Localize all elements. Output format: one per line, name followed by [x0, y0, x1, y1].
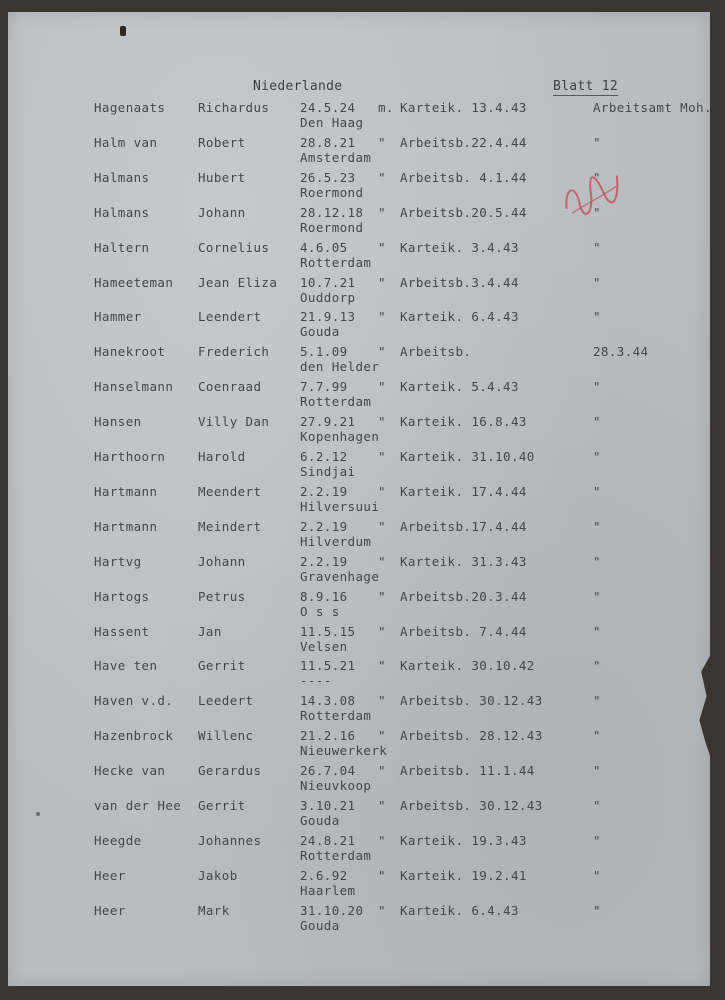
record-note: "	[593, 239, 601, 255]
record-note: "	[593, 553, 601, 569]
record-place: den Helder	[300, 359, 380, 375]
record-surname: van der Hee	[94, 798, 182, 813]
record-place: Gouda	[300, 813, 340, 828]
record-given: Gerardus	[198, 763, 262, 779]
record-given: Villy Dan	[198, 414, 270, 430]
record-sex: "	[378, 344, 386, 360]
record-place: Velsen	[300, 638, 348, 654]
record-note: "	[593, 658, 601, 674]
record-date: 8.9.16	[300, 588, 348, 604]
record-given: Meindert	[198, 518, 262, 534]
record-note: "	[593, 588, 601, 604]
record-surname: Heegde	[94, 832, 142, 848]
record-sex: "	[378, 379, 386, 395]
record-source: Arbeitsb. 30.12.43	[400, 798, 543, 813]
record-date: 14.3.08	[300, 693, 356, 709]
record-date: 5.1.09	[300, 344, 348, 360]
record-sex: "	[378, 728, 386, 744]
country-heading: Niederlande	[253, 79, 343, 94]
record-surname: Haltern	[94, 239, 150, 255]
record-sex: "	[378, 309, 386, 325]
record-row	[8, 903, 710, 939]
record-place: Kopenhagen	[300, 429, 380, 445]
record-sex: "	[378, 169, 386, 185]
record-sex: "	[378, 204, 386, 220]
record-surname: Hansen	[94, 414, 142, 430]
record-source: Karteik. 30.10.42	[400, 658, 535, 674]
record-note: "	[593, 309, 601, 325]
record-given: Harold	[198, 449, 246, 464]
record-surname: Halmans	[94, 169, 150, 185]
record-note: "	[593, 414, 601, 430]
record-row	[8, 798, 710, 834]
record-date: 24.8.21	[300, 832, 356, 848]
record-sex: "	[378, 518, 386, 534]
record-given: Johann	[198, 553, 246, 569]
record-row	[8, 309, 710, 345]
record-source: Karteik. 3.4.43	[400, 239, 519, 255]
record-place: Rotterdam	[300, 394, 372, 410]
record-note: "	[593, 449, 601, 464]
record-date: 2.2.19	[300, 483, 348, 499]
record-given: Jakob	[198, 867, 238, 883]
record-surname: Haven v.d.	[94, 693, 174, 709]
record-date: 28.8.21	[300, 134, 356, 150]
record-given: Hubert	[198, 169, 246, 185]
record-note: "	[593, 798, 601, 813]
record-row	[8, 658, 710, 694]
record-given: Johann	[198, 204, 246, 220]
record-note: "	[593, 867, 601, 883]
record-date: 7.7.99	[300, 379, 348, 395]
record-place: Nieuwerkerk	[300, 743, 388, 759]
record-given: Willenc	[198, 728, 254, 744]
record-place: Roermond	[300, 184, 364, 200]
record-given: Gerrit	[198, 658, 246, 674]
record-row	[8, 414, 710, 450]
record-given: Jan	[198, 623, 222, 639]
record-source: Karteik. 16.8.43	[400, 414, 527, 430]
record-source: Arbeitsb.3.4.44	[400, 274, 519, 290]
record-sex: "	[378, 553, 386, 569]
record-sex: "	[378, 274, 386, 290]
record-date: 24.5.24	[300, 100, 356, 115]
record-row	[8, 519, 710, 555]
record-place: Amsterdam	[300, 149, 372, 165]
record-date: 2.2.19	[300, 553, 348, 569]
record-surname: Hagenaats	[94, 100, 166, 115]
record-source: Arbeitsb.20.5.44	[400, 204, 527, 220]
record-sex: "	[378, 832, 386, 848]
record-surname: Hassent	[94, 623, 150, 639]
record-surname: Halm van	[94, 134, 158, 150]
record-given: Coenraad	[198, 379, 262, 395]
record-row	[8, 693, 710, 729]
record-date: 21.2.16	[300, 728, 356, 744]
record-row	[8, 763, 710, 799]
record-date: 4.6.05	[300, 239, 348, 255]
record-sex: m.	[378, 100, 394, 115]
sheet-underline	[553, 95, 618, 96]
record-date: 21.9.13	[300, 309, 356, 325]
record-sex: "	[378, 867, 386, 883]
document-sheet	[8, 12, 710, 986]
record-place: Ouddorp	[300, 289, 356, 305]
record-source: Arbeitsb. 7.4.44	[400, 623, 527, 639]
record-source: Karteik. 13.4.43	[400, 100, 527, 115]
record-source: Karteik. 5.4.43	[400, 379, 519, 395]
record-place: Hilverdum	[300, 533, 372, 549]
record-given: Frederich	[198, 344, 270, 360]
punch-hole	[120, 26, 126, 36]
record-sex: "	[378, 902, 386, 918]
record-date: 11.5.15	[300, 623, 356, 639]
record-place: Nieuvkoop	[300, 778, 372, 794]
record-sex: "	[378, 483, 386, 499]
record-date: 26.7.04	[300, 763, 356, 779]
record-given: Richardus	[198, 100, 270, 115]
record-note: 28.3.44	[593, 344, 649, 360]
record-sex: "	[378, 693, 386, 709]
record-source: Karteik. 31.3.43	[400, 553, 527, 569]
record-source: Karteik. 19.3.43	[400, 832, 527, 848]
record-note: "	[593, 379, 601, 395]
record-source: Karteik. 6.4.43	[400, 902, 519, 918]
record-note: "	[593, 169, 601, 185]
record-date: 2.6.92	[300, 867, 348, 883]
record-given: Jean Eliza	[198, 274, 278, 290]
record-row	[8, 379, 710, 415]
record-note: "	[593, 134, 601, 150]
record-sex: "	[378, 449, 386, 464]
record-source: Arbeitsb.22.4.44	[400, 134, 527, 150]
record-source: Arbeitsb. 11.1.44	[400, 763, 535, 779]
record-surname: Hazenbrock	[94, 728, 174, 744]
record-surname: Hanekroot	[94, 344, 166, 360]
record-source: Arbeitsb.	[400, 344, 472, 360]
record-surname: Halmans	[94, 204, 150, 220]
record-date: 2.2.19	[300, 518, 348, 534]
record-place: O s s	[300, 603, 340, 619]
record-surname: Hanselmann	[94, 379, 174, 395]
record-date: 28.12.18	[300, 204, 364, 220]
record-place: Hilversuui	[300, 498, 380, 514]
record-place: Gouda	[300, 324, 340, 340]
record-surname: Hecke van	[94, 763, 166, 779]
record-note: "	[593, 204, 601, 220]
record-place: ----	[300, 673, 332, 689]
sheet-number	[553, 79, 618, 94]
record-row	[8, 554, 710, 590]
record-note: Arbeitsamt Moh.	[593, 100, 712, 115]
record-place: Rotterdam	[300, 254, 372, 270]
record-note: "	[593, 693, 601, 709]
record-surname: Heer	[94, 867, 126, 883]
record-row	[8, 240, 710, 276]
record-date: 26.5.23	[300, 169, 356, 185]
record-surname: Hartogs	[94, 588, 150, 604]
record-row	[8, 728, 710, 764]
record-sex: "	[378, 763, 386, 779]
record-sex: "	[378, 623, 386, 639]
record-surname: Hartmann	[94, 483, 158, 499]
record-place: Gravenhage	[300, 568, 380, 584]
record-sex: "	[378, 239, 386, 255]
record-sex: "	[378, 134, 386, 150]
record-note: "	[593, 623, 601, 639]
record-place: Haarlem	[300, 882, 356, 898]
record-note: "	[593, 763, 601, 779]
record-row	[8, 589, 710, 625]
record-date: 27.9.21	[300, 414, 356, 430]
record-given: Gerrit	[198, 798, 246, 813]
record-date: 3.10.21	[300, 798, 356, 813]
record-sex: "	[378, 414, 386, 430]
record-place: Den Haag	[300, 115, 364, 130]
record-note: "	[593, 832, 601, 848]
record-row	[8, 275, 710, 311]
record-sex: "	[378, 798, 386, 813]
record-row	[8, 833, 710, 869]
record-row	[8, 344, 710, 380]
record-given: Petrus	[198, 588, 246, 604]
record-surname: Harthoorn	[94, 449, 166, 464]
record-surname: Hammer	[94, 309, 142, 325]
record-place: Roermond	[300, 219, 364, 235]
record-date: 11.5.21	[300, 658, 356, 674]
record-row	[8, 449, 710, 485]
record-note: "	[593, 902, 601, 918]
record-date: 10.7.21	[300, 274, 356, 290]
record-note: "	[593, 728, 601, 744]
record-date: 31.10.20	[300, 902, 364, 918]
record-place: Rotterdam	[300, 708, 372, 724]
record-source: Arbeitsb. 4.1.44	[400, 169, 527, 185]
record-surname: Hartmann	[94, 518, 158, 534]
record-surname: Have ten	[94, 658, 158, 674]
record-given: Meendert	[198, 483, 262, 499]
record-given: Cornelius	[198, 239, 270, 255]
record-given: Leedert	[198, 693, 254, 709]
record-source: Karteik. 31.10.40	[400, 449, 535, 464]
record-row	[8, 624, 710, 660]
record-given: Johannes	[198, 832, 262, 848]
record-given: Robert	[198, 134, 246, 150]
record-note: "	[593, 483, 601, 499]
record-source: Arbeitsb. 28.12.43	[400, 728, 543, 744]
record-source: Karteik. 6.4.43	[400, 309, 519, 325]
record-given: Mark	[198, 902, 230, 918]
record-source: Arbeitsb.20.3.44	[400, 588, 527, 604]
record-source: Karteik. 19.2.41	[400, 867, 527, 883]
record-source: Arbeitsb. 30.12.43	[400, 693, 543, 709]
record-note: "	[593, 274, 601, 290]
record-given: Leendert	[198, 309, 262, 325]
record-surname: Hameeteman	[94, 274, 174, 290]
record-source: Arbeitsb.17.4.44	[400, 518, 527, 534]
record-row	[8, 100, 710, 136]
record-place: Sindjai	[300, 464, 356, 479]
record-place: Gouda	[300, 917, 340, 933]
record-note: "	[593, 518, 601, 534]
record-row	[8, 484, 710, 520]
stray-mark	[36, 812, 40, 816]
record-source: Karteik. 17.4.44	[400, 483, 527, 499]
record-row	[8, 868, 710, 904]
record-surname: Heer	[94, 902, 126, 918]
record-sex: "	[378, 588, 386, 604]
record-date: 6.2.12	[300, 449, 348, 464]
record-surname: Hartvg	[94, 553, 142, 569]
record-place: Rotterdam	[300, 847, 372, 863]
sheet-number-text: Blatt 12	[553, 79, 619, 94]
record-sex: "	[378, 658, 386, 674]
